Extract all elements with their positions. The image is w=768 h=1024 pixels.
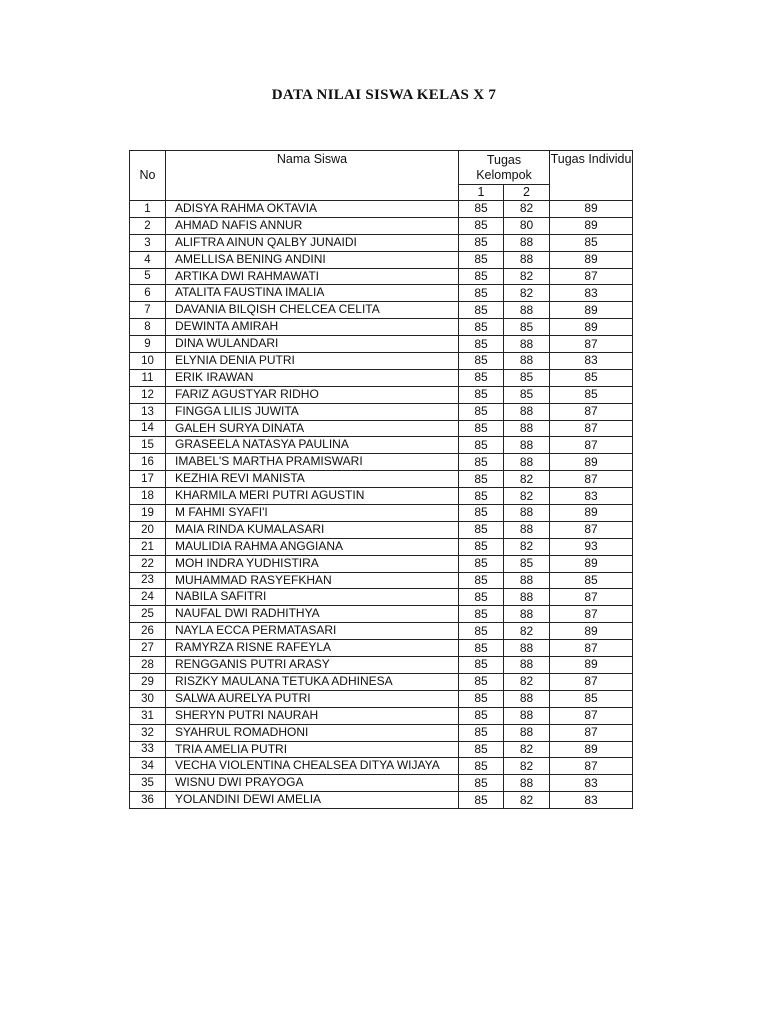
kelompok-1-score: 85 bbox=[459, 471, 504, 488]
kelompok-1-score: 85 bbox=[459, 521, 504, 538]
table-row bbox=[130, 657, 633, 674]
kelompok-1-score: 85 bbox=[459, 690, 504, 707]
kelompok-2-score: 88 bbox=[504, 353, 550, 370]
kelompok-2-score: 88 bbox=[504, 606, 550, 623]
table-row bbox=[130, 521, 633, 538]
table-row bbox=[130, 386, 633, 403]
table-row bbox=[130, 217, 633, 234]
student-name: ELYNIA DENIA PUTRI bbox=[166, 353, 459, 370]
individu-score: 87 bbox=[550, 640, 633, 657]
individu-score: 87 bbox=[550, 673, 633, 690]
individu-score: 85 bbox=[550, 572, 633, 589]
student-name: M FAHMI SYAFI'I bbox=[166, 505, 459, 522]
row-number: 24 bbox=[130, 589, 166, 606]
row-number: 14 bbox=[130, 420, 166, 437]
individu-score: 87 bbox=[550, 471, 633, 488]
kelompok-2-score: 82 bbox=[504, 758, 550, 775]
kelompok-1-score: 85 bbox=[459, 369, 504, 386]
kelompok-2-score: 82 bbox=[504, 488, 550, 505]
kelompok-2-score: 80 bbox=[504, 217, 550, 234]
kelompok-1-score: 85 bbox=[459, 437, 504, 454]
kelompok-1-score: 85 bbox=[459, 302, 504, 319]
student-name: NAYLA ECCA PERMATASARI bbox=[166, 623, 459, 640]
kelompok-1-score: 85 bbox=[459, 420, 504, 437]
individu-score: 89 bbox=[550, 201, 633, 218]
table-row bbox=[130, 302, 633, 319]
table-row bbox=[130, 251, 633, 268]
row-number: 7 bbox=[130, 302, 166, 319]
table-row bbox=[130, 336, 633, 353]
row-number: 23 bbox=[130, 572, 166, 589]
kelompok-2-score: 82 bbox=[504, 792, 550, 809]
student-name: DAVANIA BILQISH CHELCEA CELITA bbox=[166, 302, 459, 319]
row-number: 9 bbox=[130, 336, 166, 353]
student-name: SHERYN PUTRI NAURAH bbox=[166, 707, 459, 724]
table-row bbox=[130, 555, 633, 572]
table-row bbox=[130, 454, 633, 471]
row-number: 25 bbox=[130, 606, 166, 623]
kelompok-2-score: 88 bbox=[504, 775, 550, 792]
table-row bbox=[130, 420, 633, 437]
kelompok-1-score: 85 bbox=[459, 251, 504, 268]
row-number: 1 bbox=[130, 201, 166, 218]
student-name: ERIK IRAWAN bbox=[166, 369, 459, 386]
row-number: 17 bbox=[130, 471, 166, 488]
student-name: ADISYA RAHMA OKTAVIA bbox=[166, 201, 459, 218]
kelompok-2-score: 88 bbox=[504, 505, 550, 522]
kelompok-2-score: 82 bbox=[504, 741, 550, 758]
individu-score: 87 bbox=[550, 336, 633, 353]
table-row bbox=[130, 589, 633, 606]
row-number: 13 bbox=[130, 403, 166, 420]
individu-score: 87 bbox=[550, 758, 633, 775]
header-kelompok-2: 2 bbox=[504, 185, 550, 201]
student-name: MAULIDIA RAHMA ANGGIANA bbox=[166, 538, 459, 555]
individu-score: 85 bbox=[550, 386, 633, 403]
student-name: YOLANDINI DEWI AMELIA bbox=[166, 792, 459, 809]
individu-score: 89 bbox=[550, 302, 633, 319]
table-row bbox=[130, 201, 633, 218]
kelompok-1-score: 85 bbox=[459, 707, 504, 724]
kelompok-2-score: 88 bbox=[504, 640, 550, 657]
row-number: 8 bbox=[130, 319, 166, 336]
kelompok-2-score: 82 bbox=[504, 623, 550, 640]
kelompok-1-score: 85 bbox=[459, 589, 504, 606]
table-header bbox=[130, 151, 633, 201]
table-row bbox=[130, 758, 633, 775]
kelompok-2-score: 85 bbox=[504, 555, 550, 572]
kelompok-2-score: 88 bbox=[504, 572, 550, 589]
table-row bbox=[130, 369, 633, 386]
individu-score: 83 bbox=[550, 792, 633, 809]
kelompok-1-score: 85 bbox=[459, 336, 504, 353]
row-number: 30 bbox=[130, 690, 166, 707]
individu-score: 83 bbox=[550, 488, 633, 505]
student-name: SYAHRUL ROMADHONI bbox=[166, 724, 459, 741]
kelompok-2-score: 88 bbox=[504, 690, 550, 707]
kelompok-1-score: 85 bbox=[459, 758, 504, 775]
student-name: ALIFTRA AINUN QALBY JUNAIDI bbox=[166, 234, 459, 251]
row-number: 5 bbox=[130, 268, 166, 285]
kelompok-1-score: 85 bbox=[459, 538, 504, 555]
student-name: NABILA SAFITRI bbox=[166, 589, 459, 606]
kelompok-1-score: 85 bbox=[459, 353, 504, 370]
row-number: 16 bbox=[130, 454, 166, 471]
row-number: 28 bbox=[130, 657, 166, 674]
kelompok-1-score: 85 bbox=[459, 234, 504, 251]
student-name: FARIZ AGUSTYAR RIDHO bbox=[166, 386, 459, 403]
individu-score: 87 bbox=[550, 403, 633, 420]
row-number: 6 bbox=[130, 285, 166, 302]
kelompok-1-score: 85 bbox=[459, 673, 504, 690]
row-number: 21 bbox=[130, 538, 166, 555]
student-name: AMELLISA BENING ANDINI bbox=[166, 251, 459, 268]
table-row bbox=[130, 707, 633, 724]
individu-score: 85 bbox=[550, 690, 633, 707]
table-row bbox=[130, 353, 633, 370]
student-name: MAIA RINDA KUMALASARI bbox=[166, 521, 459, 538]
header-individu: Tugas Individu bbox=[550, 151, 633, 201]
row-number: 2 bbox=[130, 217, 166, 234]
individu-score: 87 bbox=[550, 521, 633, 538]
kelompok-2-score: 85 bbox=[504, 369, 550, 386]
individu-score: 87 bbox=[550, 437, 633, 454]
kelompok-2-score: 88 bbox=[504, 336, 550, 353]
kelompok-1-score: 85 bbox=[459, 201, 504, 218]
table-row bbox=[130, 234, 633, 251]
table-row bbox=[130, 572, 633, 589]
student-name: GALEH SURYA DINATA bbox=[166, 420, 459, 437]
student-name: ARTIKA DWI RAHMAWATI bbox=[166, 268, 459, 285]
table-row bbox=[130, 606, 633, 623]
table-row bbox=[130, 690, 633, 707]
header-kelompok-1: 1 bbox=[459, 185, 504, 201]
table-row bbox=[130, 775, 633, 792]
kelompok-1-score: 85 bbox=[459, 640, 504, 657]
kelompok-2-score: 88 bbox=[504, 589, 550, 606]
table-row bbox=[130, 319, 633, 336]
row-number: 12 bbox=[130, 386, 166, 403]
student-name: MOH INDRA YUDHISTIRA bbox=[166, 555, 459, 572]
kelompok-2-score: 82 bbox=[504, 201, 550, 218]
kelompok-1-score: 85 bbox=[459, 488, 504, 505]
row-number: 27 bbox=[130, 640, 166, 657]
table-row bbox=[130, 285, 633, 302]
kelompok-2-score: 85 bbox=[504, 386, 550, 403]
kelompok-1-score: 85 bbox=[459, 657, 504, 674]
individu-score: 89 bbox=[550, 505, 633, 522]
individu-score: 89 bbox=[550, 251, 633, 268]
student-name: IMABEL'S MARTHA PRAMISWARI bbox=[166, 454, 459, 471]
kelompok-2-score: 88 bbox=[504, 302, 550, 319]
kelompok-2-score: 85 bbox=[504, 319, 550, 336]
kelompok-2-score: 88 bbox=[504, 234, 550, 251]
table-row bbox=[130, 724, 633, 741]
kelompok-1-score: 85 bbox=[459, 724, 504, 741]
individu-score: 83 bbox=[550, 285, 633, 302]
student-name: MUHAMMAD RASYEFKHAN bbox=[166, 572, 459, 589]
kelompok-1-score: 85 bbox=[459, 505, 504, 522]
individu-score: 87 bbox=[550, 707, 633, 724]
student-name: DEWINTA AMIRAH bbox=[166, 319, 459, 336]
student-name: SALWA AURELYA PUTRI bbox=[166, 690, 459, 707]
kelompok-1-score: 85 bbox=[459, 606, 504, 623]
student-name: WISNU DWI PRAYOGA bbox=[166, 775, 459, 792]
individu-score: 87 bbox=[550, 606, 633, 623]
kelompok-2-score: 88 bbox=[504, 420, 550, 437]
kelompok-2-score: 88 bbox=[504, 657, 550, 674]
individu-score: 85 bbox=[550, 369, 633, 386]
row-number: 18 bbox=[130, 488, 166, 505]
student-name: KEZHIA REVI MANISTA bbox=[166, 471, 459, 488]
kelompok-2-score: 88 bbox=[504, 454, 550, 471]
individu-score: 89 bbox=[550, 454, 633, 471]
individu-score: 89 bbox=[550, 319, 633, 336]
kelompok-2-score: 88 bbox=[504, 403, 550, 420]
student-name: NAUFAL DWI RADHITHYA bbox=[166, 606, 459, 623]
row-number: 4 bbox=[130, 251, 166, 268]
table-row bbox=[130, 471, 633, 488]
row-number: 22 bbox=[130, 555, 166, 572]
kelompok-2-score: 82 bbox=[504, 285, 550, 302]
student-name: AHMAD NAFIS ANNUR bbox=[166, 217, 459, 234]
student-name: GRASEELA NATASYA PAULINA bbox=[166, 437, 459, 454]
kelompok-2-score: 82 bbox=[504, 471, 550, 488]
table-row bbox=[130, 741, 633, 758]
student-name: FINGGA LILIS JUWITA bbox=[166, 403, 459, 420]
individu-score: 89 bbox=[550, 657, 633, 674]
row-number: 32 bbox=[130, 724, 166, 741]
table-row bbox=[130, 673, 633, 690]
kelompok-1-score: 85 bbox=[459, 792, 504, 809]
row-number: 10 bbox=[130, 353, 166, 370]
individu-score: 83 bbox=[550, 775, 633, 792]
table-row bbox=[130, 437, 633, 454]
table-row bbox=[130, 623, 633, 640]
kelompok-1-score: 85 bbox=[459, 572, 504, 589]
student-name: TRIA AMELIA PUTRI bbox=[166, 741, 459, 758]
table-row bbox=[130, 792, 633, 809]
row-number: 3 bbox=[130, 234, 166, 251]
kelompok-1-score: 85 bbox=[459, 741, 504, 758]
individu-score: 87 bbox=[550, 268, 633, 285]
kelompok-1-score: 85 bbox=[459, 319, 504, 336]
individu-score: 89 bbox=[550, 741, 633, 758]
table-row bbox=[130, 640, 633, 657]
student-name: KHARMILA MERI PUTRI AGUSTIN bbox=[166, 488, 459, 505]
row-number: 33 bbox=[130, 741, 166, 758]
kelompok-1-score: 85 bbox=[459, 555, 504, 572]
kelompok-1-score: 85 bbox=[459, 623, 504, 640]
individu-score: 83 bbox=[550, 353, 633, 370]
kelompok-1-score: 85 bbox=[459, 285, 504, 302]
kelompok-2-score: 82 bbox=[504, 538, 550, 555]
kelompok-1-score: 85 bbox=[459, 454, 504, 471]
row-number: 35 bbox=[130, 775, 166, 792]
table-row bbox=[130, 488, 633, 505]
individu-score: 89 bbox=[550, 623, 633, 640]
row-number: 11 bbox=[130, 369, 166, 386]
student-name: RISZKY MAULANA TETUKA ADHINESA bbox=[166, 673, 459, 690]
individu-score: 87 bbox=[550, 724, 633, 741]
table-row bbox=[130, 538, 633, 555]
kelompok-2-score: 82 bbox=[504, 673, 550, 690]
grades-table bbox=[129, 150, 633, 809]
individu-score: 89 bbox=[550, 217, 633, 234]
individu-score: 87 bbox=[550, 589, 633, 606]
kelompok-2-score: 88 bbox=[504, 521, 550, 538]
individu-score: 87 bbox=[550, 420, 633, 437]
table-row bbox=[130, 505, 633, 522]
row-number: 31 bbox=[130, 707, 166, 724]
kelompok-1-score: 85 bbox=[459, 775, 504, 792]
table-body bbox=[130, 201, 633, 809]
row-number: 29 bbox=[130, 673, 166, 690]
individu-score: 93 bbox=[550, 538, 633, 555]
student-name: DINA WULANDARI bbox=[166, 336, 459, 353]
table-row bbox=[130, 268, 633, 285]
individu-score: 89 bbox=[550, 555, 633, 572]
row-number: 19 bbox=[130, 505, 166, 522]
row-number: 36 bbox=[130, 792, 166, 809]
header-name: Nama Siswa bbox=[166, 151, 459, 201]
student-name: RENGGANIS PUTRI ARASY bbox=[166, 657, 459, 674]
row-number: 34 bbox=[130, 758, 166, 775]
kelompok-1-score: 85 bbox=[459, 268, 504, 285]
student-name: ATALITA FAUSTINA IMALIA bbox=[166, 285, 459, 302]
page-title: DATA NILAI SISWA KELAS X 7 bbox=[271, 87, 497, 103]
row-number: 15 bbox=[130, 437, 166, 454]
kelompok-1-score: 85 bbox=[459, 386, 504, 403]
individu-score: 85 bbox=[550, 234, 633, 251]
student-name: VECHA VIOLENTINA CHEALSEA DITYA WIJAYA bbox=[166, 758, 459, 775]
student-name: RAMYRZA RISNE RAFEYLA bbox=[166, 640, 459, 657]
table-row bbox=[130, 403, 633, 420]
kelompok-2-score: 88 bbox=[504, 724, 550, 741]
kelompok-2-score: 82 bbox=[504, 268, 550, 285]
kelompok-2-score: 88 bbox=[504, 437, 550, 454]
header-no: No bbox=[130, 151, 166, 201]
row-number: 20 bbox=[130, 521, 166, 538]
kelompok-2-score: 88 bbox=[504, 251, 550, 268]
kelompok-1-score: 85 bbox=[459, 217, 504, 234]
row-number: 26 bbox=[130, 623, 166, 640]
header-kelompok: Tugas Kelompok bbox=[459, 151, 550, 185]
kelompok-1-score: 85 bbox=[459, 403, 504, 420]
kelompok-2-score: 88 bbox=[504, 707, 550, 724]
